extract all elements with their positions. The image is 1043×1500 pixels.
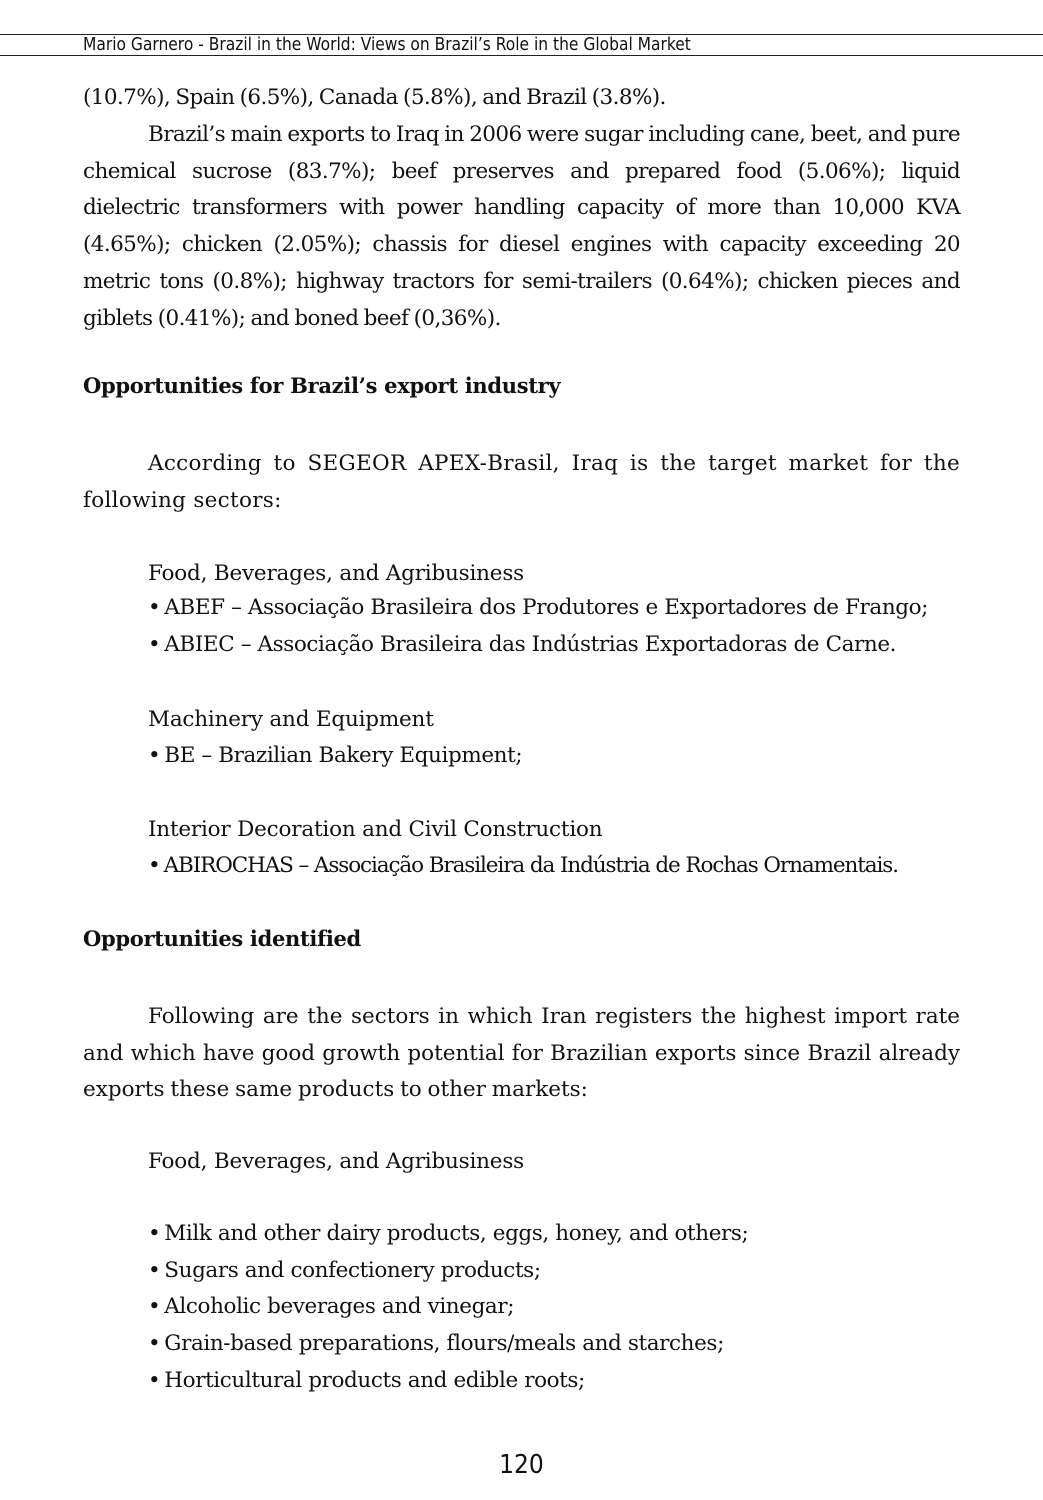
section-heading-opportunities-export: Opportunities for Brazil’s export industry	[83, 373, 561, 398]
bullet-icon: •	[148, 595, 161, 620]
paragraph-text: Brazil’s main exports to Iraq in 2006 were sugar including cane, beet, and pure chemical sucrose (83.7%); beef preserves and prepared food (5.06%); liquid dielectric transformers with power handling capacity of more than 10,000 KVA (4.65%); chicken (2.05%); chassis for diesel engines with capacity exceeding 20 metric tons (0.8%); highway tractors for semi-trailers (0.64%); chicken pieces and giblets (0.41%); and boned beef (0,36%).	[83, 121, 960, 331]
bullet-icon: •	[148, 1258, 161, 1283]
paragraph-body	[83, 117, 960, 338]
bullet-icon: •	[148, 853, 160, 878]
paragraph-exports	[83, 80, 960, 338]
list-item: • BE – Brazilian Bakery Equipment;	[148, 743, 523, 768]
sector-title-machinery: Machinery and Equipment	[148, 707, 434, 732]
list-item: • Grain-based preparations, flours/meals and starches;	[148, 1331, 724, 1356]
section-heading-opportunities-identified: Opportunities identified	[83, 926, 361, 951]
running-head: Mario Garnero - Brazil in the World: Views on Brazil’s Role in the Global Market	[83, 34, 691, 55]
paragraph-target-market	[83, 446, 960, 519]
bullet-icon: •	[148, 1331, 161, 1356]
bullet-icon: •	[148, 743, 161, 768]
bullet-icon: •	[148, 1368, 161, 1393]
bullet-icon: •	[148, 632, 161, 657]
sector-title-food-2: Food, Beverages, and Agribusiness	[148, 1149, 525, 1174]
paragraph-text: Following are the sectors in which Iran registers the highest import rate and which have good growth potential for Brazilian exports since Brazil already exports these same products to other markets:	[83, 1004, 960, 1103]
page-number: 120	[499, 1450, 544, 1480]
list-item: • ABIEC – Associação Brasileira das Indústrias Exportadoras de Carne.	[148, 632, 897, 657]
paragraph-import-sectors	[83, 999, 960, 1109]
list-item: • Sugars and confectionery products;	[148, 1258, 541, 1283]
sector-title-interior: Interior Decoration and Civil Construction	[148, 817, 603, 842]
list-item: • ABEF – Associação Brasileira dos Produtores e Exportadores de Frango;	[148, 595, 929, 620]
bullet-icon: •	[148, 1294, 161, 1319]
list-item: • Milk and other dairy products, eggs, honey, and others;	[148, 1221, 749, 1246]
list-item: • ABIROCHAS – Associação Brasileira da Indústria de Rochas Ornamentais.	[148, 853, 898, 878]
bullet-icon: •	[148, 1221, 161, 1246]
paragraph-lead-line: (10.7%), Spain (6.5%), Canada (5.8%), and Brazil (3.8%).	[83, 85, 666, 110]
sector-title-food: Food, Beverages, and Agribusiness	[148, 561, 525, 586]
list-item: • Alcoholic beverages and vinegar;	[148, 1294, 515, 1319]
paragraph-text: According to SEGEOR APEX-Brasil, Iraq is the target market for the following sectors:	[83, 451, 960, 513]
list-item: • Horticultural products and edible roots;	[148, 1368, 585, 1393]
